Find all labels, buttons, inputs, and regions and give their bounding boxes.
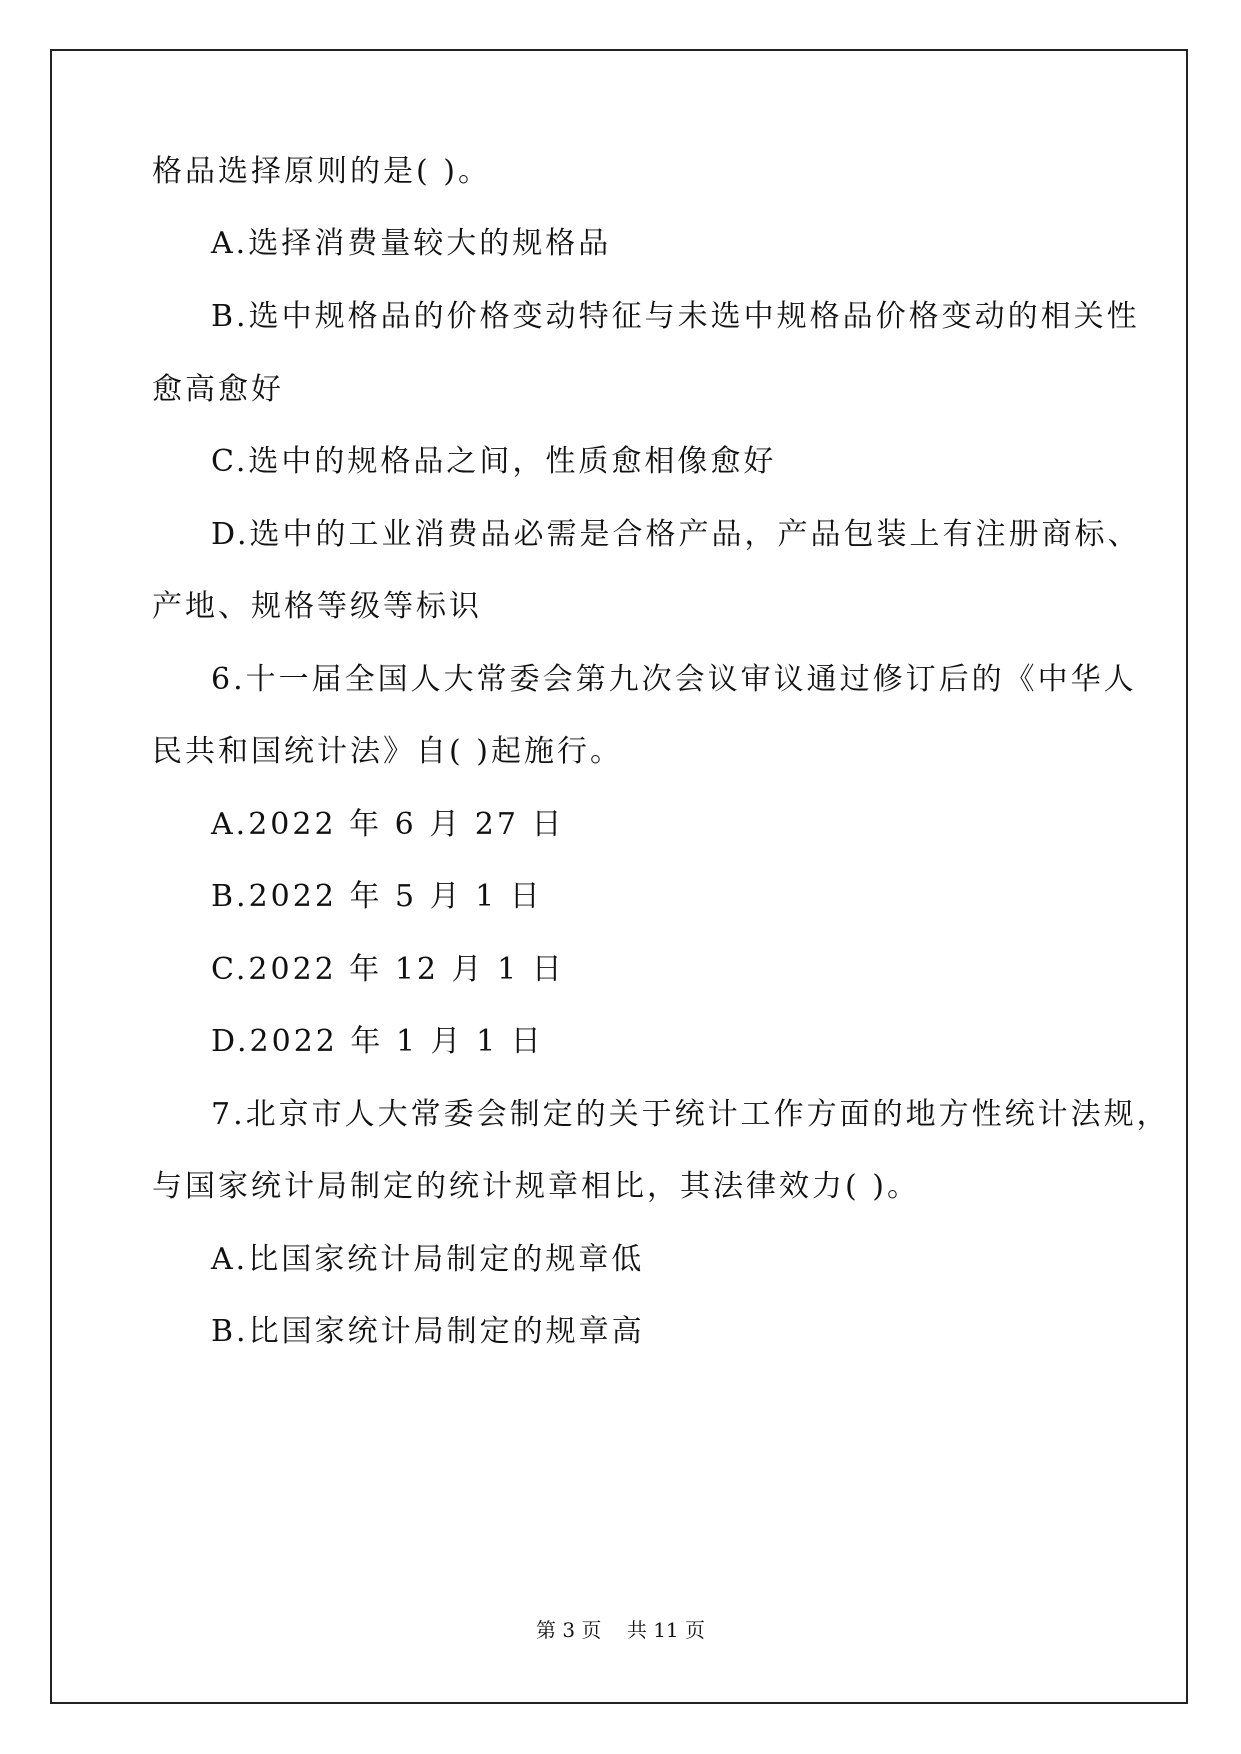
option-d-line: D.选中的工业消费品必需是合格产品，产品包装上有注册商标、 — [211, 517, 1141, 552]
text-line: 与国家统计局制定的统计规章相比，其法律效力( )。 — [152, 1169, 920, 1204]
question-7-line: 7.北京市人大常委会制定的关于统计工作方面的地方性统计法规， — [211, 1097, 1170, 1132]
option-a-line: A.比国家统计局制定的规章低 — [211, 1242, 645, 1277]
text-line: 产地、规格等级等标识 — [152, 589, 482, 624]
text-line: 愈高愈好 — [152, 372, 284, 407]
text-line: 格品选择原则的是( )。 — [152, 154, 491, 189]
option-b-line: B.选中规格品的价格变动特征与未选中规格品价格变动的相关性 — [211, 299, 1140, 334]
page-number-footer: 第 3 页 共 11 页 — [535, 1618, 706, 1642]
question-6-line: 6.十一届全国人大常委会第九次会议审议通过修订后的《中华人 — [211, 662, 1137, 697]
option-c-line: C.2022 年 12 月 1 日 — [211, 952, 565, 987]
option-b-line: B.比国家统计局制定的规章高 — [211, 1314, 645, 1349]
option-b-line: B.2022 年 5 月 1 日 — [211, 879, 543, 914]
option-d-line: D.2022 年 1 月 1 日 — [211, 1024, 544, 1059]
option-a-line: A.2022 年 6 月 27 日 — [211, 807, 565, 842]
text-line: 民共和国统计法》自( )起施行。 — [152, 734, 623, 769]
option-a-line: A.选择消费量较大的规格品 — [211, 226, 612, 261]
option-c-line: C.选中的规格品之间，性质愈相像愈好 — [211, 444, 777, 479]
